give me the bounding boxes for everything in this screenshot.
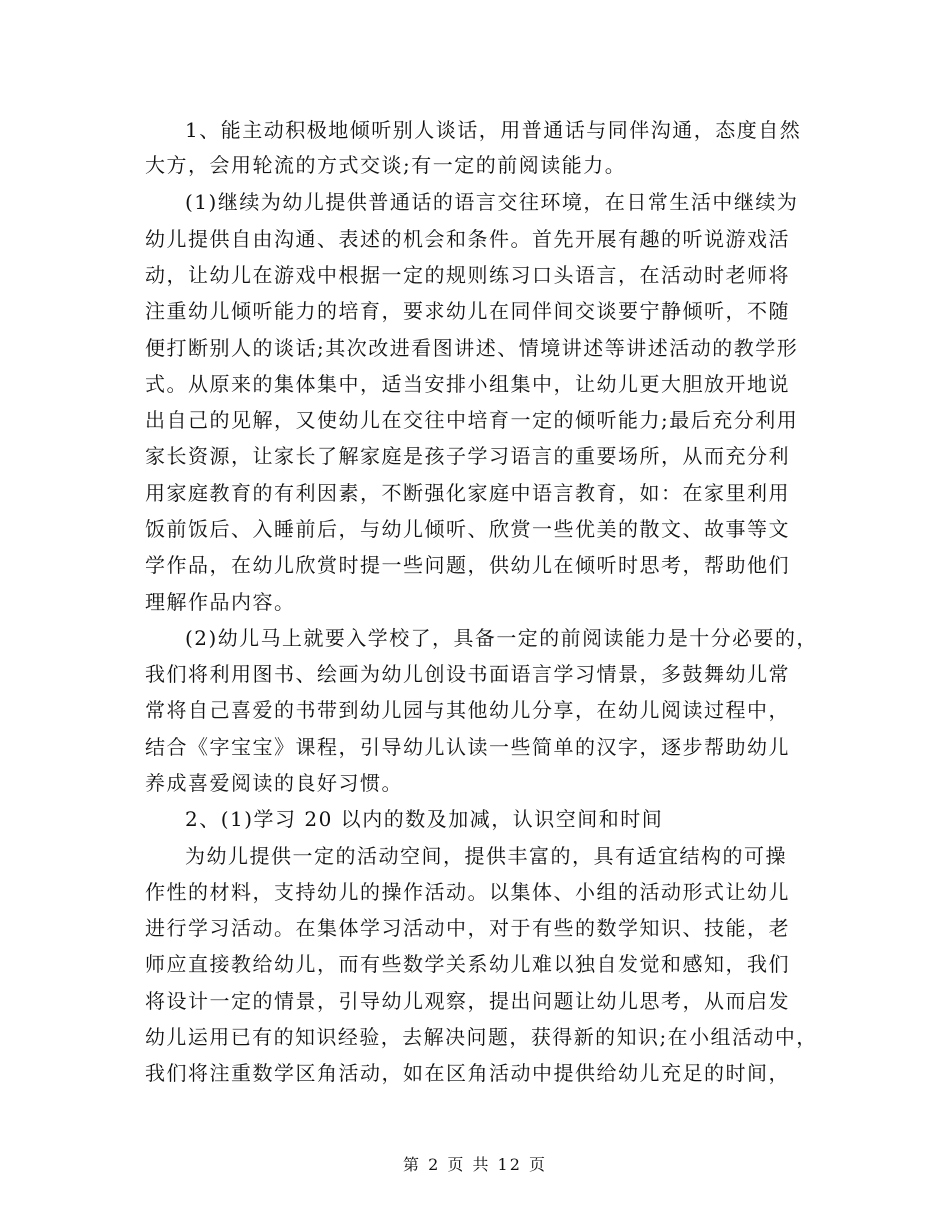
text-line: 作性的材料，支持幼儿的操作活动。以集体、小组的活动形式让幼儿 — [145, 880, 790, 904]
text-line: 养成喜爱阅读的良好习惯。 — [145, 771, 403, 795]
text-line: 进行学习活动。在集体学习活动中，对于有些的数学知识、技能，老 — [145, 916, 790, 940]
text-line: 家长资源，让家长了解家庭是孩子学习语言的重要场所，从而充分利 — [145, 444, 790, 468]
text-line: 动，让幼儿在游戏中根据一定的规则练习口头语言，在活动时老师将 — [145, 263, 790, 287]
text-line: 出自己的见解，又使幼儿在交往中培育一定的倾听能力;最后充分利用 — [145, 408, 799, 432]
text-line: 常将自己喜爱的书带到幼儿园与其他幼儿分享，在幼儿阅读过程中， — [145, 698, 790, 722]
text-line: 将设计一定的情景，引导幼儿观察，提出问题让幼儿思考，从而启发 — [145, 989, 790, 1013]
text-line: 1、能主动积极地倾听别人谈话，用普通话与同伴沟通，态度自然 — [185, 118, 802, 142]
text-line: 式。从原来的集体集中，适当安排小组集中，让幼儿更大胆放开地说 — [145, 372, 790, 396]
text-line: 2、(1)学习 20 以内的数及加减，认识空间和时间 — [185, 807, 664, 831]
text-line: 我们将利用图书、绘画为幼儿创设书面语言学习情景，多鼓舞幼儿常 — [145, 662, 790, 686]
text-line: 为幼儿提供一定的活动空间，提供丰富的，具有适宜结构的可操 — [185, 844, 787, 868]
text-line: 幼儿运用已有的知识经验，去解决问题，获得新的知识;在小组活动中， — [145, 1025, 818, 1049]
text-line: 我们将注重数学区角活动，如在区角活动中提供给幼儿充足的时间， — [145, 1061, 790, 1085]
text-line: 结合《字宝宝》课程，引导幼儿认读一些简单的汉字，逐步帮助幼儿 — [145, 735, 790, 759]
text-line: 学作品，在幼儿欣赏时提一些问题，供幼儿在倾听时思考，帮助他们 — [145, 553, 790, 577]
text-line: 用家庭教育的有利因素，不断强化家庭中语言教育，如：在家里利用 — [145, 481, 790, 505]
text-line: 师应直接教给幼儿，而有些数学关系幼儿难以独自发觉和感知，我们 — [145, 952, 790, 976]
page-number-footer: 第 2 页 共 12 页 — [403, 1155, 547, 1174]
text-line: 理解作品内容。 — [145, 590, 296, 614]
text-line: 注重幼儿倾听能力的培育，要求幼儿在同伴间交谈要宁静倾听，不随 — [145, 299, 790, 323]
text-line: 幼儿提供自由沟通、表述的机会和条件。首先开展有趣的听说游戏活 — [145, 227, 790, 251]
text-line: (2)幼儿马上就要入学校了，具备一定的前阅读能力是十分必要的， — [185, 626, 818, 650]
text-line: 便打断别人的谈话;其次改进看图讲述、情境讲述等讲述活动的教学形 — [145, 336, 799, 360]
text-line: (1)继续为幼儿提供普通话的语言交往环境，在日常生活中继续为 — [185, 190, 799, 214]
text-line: 大方，会用轮流的方式交谈;有一定的前阅读能力。 — [145, 153, 627, 177]
text-line: 饭前饭后、入睡前后，与幼儿倾听、欣赏一些优美的散文、故事等文 — [145, 517, 790, 541]
